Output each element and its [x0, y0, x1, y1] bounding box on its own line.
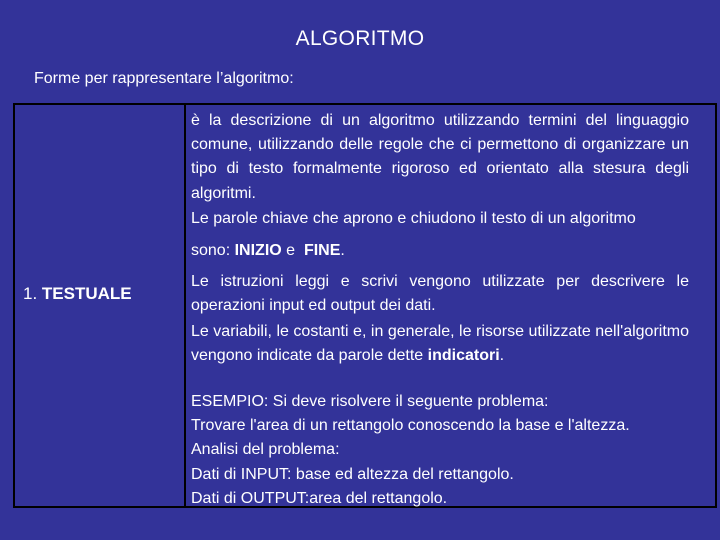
- io-paragraph: Le istruzioni leggi e scrivi vengono utilizzate per descrivere le operazioni input ed output dei dati.: [191, 273, 689, 315]
- example-line: Analisi del problema:: [191, 441, 340, 459]
- example-line: ESEMPIO: Si deve risolvere il seguente problema:: [191, 393, 549, 411]
- example-line: Dati di OUTPUT:area del rettangolo.: [191, 489, 448, 507]
- keywords-text: Le parole chiave che aprono e chiudono il testo di un algoritmo: [191, 209, 636, 227]
- slide-subtitle: Forme per rappresentare l’algoritmo:: [34, 70, 294, 87]
- content-table: [13, 103, 717, 508]
- description-cell: [191, 109, 689, 511]
- example-block: [191, 390, 689, 511]
- variables-text: Le variabili, le costanti e, in generale, le risorse utilizzate nell'algoritmo vengono indicate da parole dette: [191, 322, 689, 364]
- variables-paragraph: [191, 320, 689, 368]
- keywords-suffix: .: [340, 242, 345, 260]
- example-line: Trovare l'area di un rettangolo conoscendo la base e l'altezza.: [191, 417, 630, 435]
- keyword-inizio: INIZIO: [234, 242, 282, 260]
- keyword-indicatori: indicatori: [427, 346, 500, 364]
- slide-title: ALGORITMO: [295, 27, 425, 50]
- keywords-paragraph: [191, 207, 689, 231]
- keyword-fine: FINE: [303, 242, 341, 260]
- description-paragraph: è la descrizione di un algoritmo utilizzando termini del linguaggio comune, utilizzando delle regole che ci permettono di organizzare un tipo di testo formalmente rigoroso ed orientato alla stesura degli algoritmi.: [191, 112, 689, 202]
- row-number: 1.: [23, 284, 38, 303]
- row-label: [23, 284, 132, 304]
- variables-suffix: .: [499, 346, 505, 364]
- keywords-mid: e: [281, 242, 304, 260]
- column-divider: [184, 105, 186, 506]
- example-line: Dati di INPUT: base ed altezza del rettangolo.: [191, 465, 514, 483]
- keywords-line: [191, 239, 689, 263]
- keywords-prefix: sono:: [191, 242, 235, 260]
- row-label-text: TESTUALE: [41, 284, 132, 303]
